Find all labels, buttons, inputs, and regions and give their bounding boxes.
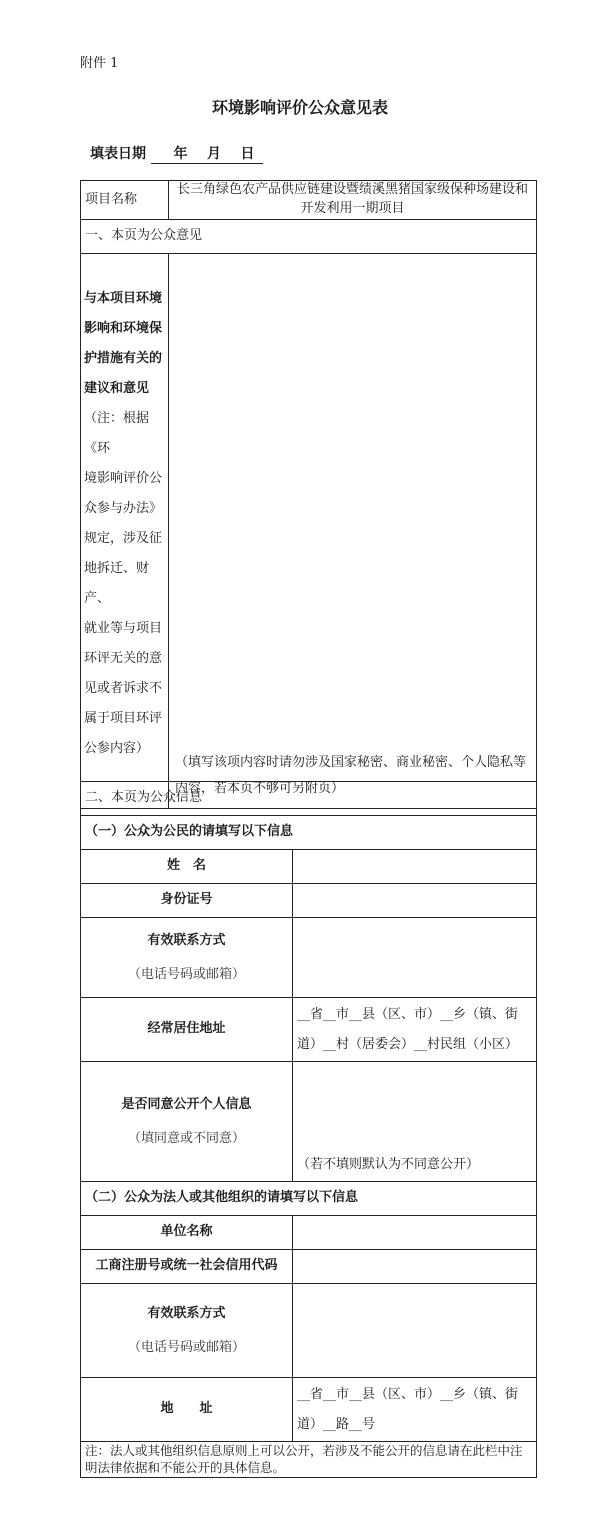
opinion-note-line-8: 见或者诉求不 xyxy=(84,680,163,696)
opinion-note-line-10: 公参内容） xyxy=(84,740,150,756)
org-contact-input[interactable] xyxy=(293,1284,537,1378)
citizen-id-label: 身份证号 xyxy=(81,884,293,918)
citizen-consent-label xyxy=(81,1062,293,1182)
citizen-contact-sub: （电话号码或邮箱） xyxy=(127,966,245,982)
org-unit-input[interactable] xyxy=(293,1216,537,1250)
section1-title: 一、本页为公众意见 xyxy=(81,219,537,253)
footnote: 注：法人或其他组织信息原则上可以公开，若涉及不能公开的信息请在此栏中注明法律依据和不能公开的具体信息。 xyxy=(81,1442,537,1478)
section2-title: 二、本页为公众信息 xyxy=(81,782,537,816)
org-reg-input[interactable] xyxy=(293,1250,537,1284)
fill-date-day: 日 xyxy=(240,146,255,162)
opinion-note-line-9: 属于项目环评 xyxy=(84,710,163,726)
opinion-input-note: （填写该项内容时请勿涉及国家秘密、商业秘密、个人隐私等内容，若本页不够可另附页） xyxy=(175,754,527,796)
citizen-heading: （一）公众为公民的请填写以下信息 xyxy=(81,816,537,850)
public-info-table xyxy=(80,781,537,1478)
opinion-table xyxy=(80,180,537,809)
opinion-note-line-1: （注：根据《环 xyxy=(84,410,150,456)
opinion-note-line-5: 地拆迁、财产、 xyxy=(84,560,150,606)
citizen-address-input[interactable] xyxy=(293,998,537,1062)
org-contact-title: 有效联系方式 xyxy=(147,1306,226,1322)
org-address-line-2: 道）__路__号 xyxy=(297,1416,376,1432)
project-name-value: 长三角绿色农产品供应链建设暨绩溪黑猪国家级保种场建设和开发利用一期项目 xyxy=(169,181,537,220)
opinion-label-line-2: 影响和环境保 xyxy=(84,320,163,336)
citizen-consent-title: 是否同意公开个人信息 xyxy=(121,1096,252,1112)
citizen-contact-input[interactable] xyxy=(293,918,537,998)
opinion-note-line-6: 就业等与项目 xyxy=(84,620,163,636)
fill-date-year: 年 xyxy=(173,146,188,162)
opinion-label xyxy=(81,253,169,808)
citizen-consent-input[interactable] xyxy=(293,1062,537,1182)
org-address-input[interactable] xyxy=(293,1378,537,1442)
citizen-address-line-2: 道）__村（居委会）__村民组（小区） xyxy=(297,1036,519,1052)
citizen-id-input[interactable] xyxy=(293,884,537,918)
org-unit-label: 单位名称 xyxy=(81,1216,293,1250)
opinion-label-line-3: 护措施有关的 xyxy=(84,350,163,366)
opinion-note-line-3: 众参与办法》 xyxy=(84,500,163,516)
attachment-label: 附件 1 xyxy=(80,56,119,71)
opinion-note-line-2: 境影响评价公 xyxy=(84,470,163,486)
opinion-input-area[interactable] xyxy=(169,253,537,808)
opinion-label-line-1: 与本项目环境 xyxy=(84,290,163,306)
citizen-consent-note: （若不填则默认为不同意公开） xyxy=(297,1156,480,1172)
project-name-label: 项目名称 xyxy=(81,181,169,220)
opinion-note-line-4: 规定，涉及征 xyxy=(84,530,163,546)
citizen-contact-label xyxy=(81,918,293,998)
org-contact-sub: （电话号码或邮箱） xyxy=(127,1339,245,1355)
citizen-name-input[interactable] xyxy=(293,850,537,884)
citizen-contact-title: 有效联系方式 xyxy=(147,933,226,949)
fill-date xyxy=(90,143,263,164)
opinion-label-line-4: 建议和意见 xyxy=(84,380,150,396)
citizen-address-line-1: __省__市__县（区、市）__乡（镇、街 xyxy=(297,1006,519,1022)
citizen-consent-sub: （填同意或不同意） xyxy=(127,1130,245,1146)
opinion-note-line-7: 环评无关的意 xyxy=(84,650,163,666)
citizen-name-label: 姓 名 xyxy=(81,850,293,884)
org-address-label: 地 址 xyxy=(81,1378,293,1442)
org-address-line-1: __省__市__县（区、市）__乡（镇、街 xyxy=(297,1386,519,1402)
page-title: 环境影响评价公众意见表 xyxy=(211,98,388,117)
fill-date-month: 月 xyxy=(207,146,221,162)
org-contact-label xyxy=(81,1284,293,1378)
citizen-address-label: 经常居住地址 xyxy=(81,998,293,1062)
fill-date-blank[interactable] xyxy=(151,143,263,164)
org-heading: （二）公众为法人或其他组织的请填写以下信息 xyxy=(81,1182,537,1216)
org-reg-label: 工商注册号或统一社会信用代码 xyxy=(81,1250,293,1284)
fill-date-label: 填表日期 xyxy=(90,146,146,162)
